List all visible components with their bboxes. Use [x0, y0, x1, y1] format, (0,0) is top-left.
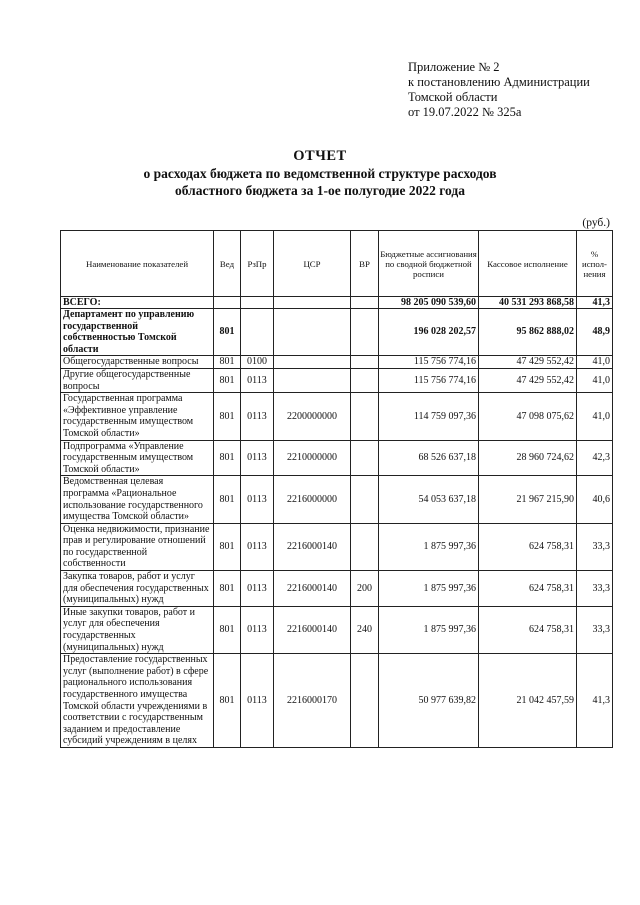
row-exec: 21 967 215,90 [479, 476, 577, 523]
col-header-ved: Вед [214, 231, 241, 297]
col-header-rzpr: РзПр [241, 231, 274, 297]
table-row [61, 440, 613, 476]
row-name: Другие общегосударственные вопросы [61, 368, 214, 392]
row-rzpr: 0113 [241, 476, 274, 523]
cell-empty [241, 297, 274, 309]
row-vr: 200 [351, 571, 379, 607]
row-rzpr: 0113 [241, 606, 274, 653]
row-plan: 114 759 097,36 [379, 393, 479, 440]
row-rzpr: 0113 [241, 523, 274, 570]
appendix-block [408, 60, 590, 120]
row-pct: 41,0 [577, 368, 613, 392]
row-vr [351, 523, 379, 570]
row-plan: 1 875 997,36 [379, 523, 479, 570]
cell-empty [351, 297, 379, 309]
row-rzpr: 0113 [241, 440, 274, 476]
row-ved: 801 [214, 440, 241, 476]
row-plan: 115 756 774,16 [379, 368, 479, 392]
col-header-name: Наименование показателей [61, 231, 214, 297]
row-pct: 33,3 [577, 571, 613, 607]
table-header-row [61, 231, 613, 297]
row-name: Закупка товаров, работ и услуг для обеспечения государственных (муниципальных) нужд [61, 571, 214, 607]
row-ved: 801 [214, 606, 241, 653]
row-csr: 2200000000 [274, 393, 351, 440]
row-plan: 68 526 637,18 [379, 440, 479, 476]
row-exec: 624 758,31 [479, 571, 577, 607]
title-line-3: областного бюджета за 1-ое полугодие 2022 года [174, 183, 466, 198]
row-name: Департамент по управлению государственной собственностью Томской области [61, 309, 214, 356]
row-pct: 33,3 [577, 606, 613, 653]
row-pct: 42,3 [577, 440, 613, 476]
col-header-pct: % испол-нения [577, 231, 613, 297]
cell-empty [274, 297, 351, 309]
title-line-2: о расходах бюджета по ведомственной структуре расходов [143, 166, 497, 181]
appendix-line-2: к постановлению Администрации [408, 75, 590, 89]
row-pct: 41,0 [577, 393, 613, 440]
row-vr [351, 654, 379, 748]
table-row [61, 368, 613, 392]
row-plan: 50 977 639,82 [379, 654, 479, 748]
table-row [61, 654, 613, 748]
total-label: ВСЕГО: [61, 297, 214, 309]
row-csr: 2210000000 [274, 440, 351, 476]
row-vr [351, 440, 379, 476]
total-exec: 40 531 293 868,58 [479, 297, 577, 309]
total-pct: 41,3 [577, 297, 613, 309]
appendix-line-1: Приложение № 2 [408, 60, 500, 74]
row-csr [274, 368, 351, 392]
row-csr: 2216000140 [274, 523, 351, 570]
col-header-vr: ВР [351, 231, 379, 297]
table-row [61, 571, 613, 607]
row-name: Предоставление государственных услуг (выполнение работ) в сфере рационального использования государственного имущества Томской области учреждениями в соответствии с государственным заданием и предоставление субсидий учреждениям в целях [61, 654, 214, 748]
row-ved: 801 [214, 368, 241, 392]
row-exec: 47 429 552,42 [479, 368, 577, 392]
row-ved: 801 [214, 356, 241, 369]
col-header-csr: ЦСР [274, 231, 351, 297]
table-row [61, 606, 613, 653]
row-name: Государственная программа «Эффективное управление государственным имуществом Томской области» [61, 393, 214, 440]
row-ved: 801 [214, 476, 241, 523]
row-rzpr [241, 309, 274, 356]
row-rzpr: 0113 [241, 368, 274, 392]
row-rzpr: 0113 [241, 393, 274, 440]
row-csr: 2216000140 [274, 606, 351, 653]
row-name: Оценка недвижимости, признание прав и регулирование отношений по государственной собственности [61, 523, 214, 570]
title-head: ОТЧЕТ [293, 148, 347, 164]
row-plan: 1 875 997,36 [379, 606, 479, 653]
row-exec: 28 960 724,62 [479, 440, 577, 476]
row-exec: 95 862 888,02 [479, 309, 577, 356]
row-plan: 196 028 202,57 [379, 309, 479, 356]
row-exec: 21 042 457,59 [479, 654, 577, 748]
table-row [61, 393, 613, 440]
row-ved: 801 [214, 523, 241, 570]
row-plan: 1 875 997,36 [379, 571, 479, 607]
row-csr: 2216000000 [274, 476, 351, 523]
row-exec: 624 758,31 [479, 523, 577, 570]
row-pct: 48,9 [577, 309, 613, 356]
row-exec: 47 098 075,62 [479, 393, 577, 440]
row-rzpr: 0100 [241, 356, 274, 369]
row-vr [351, 309, 379, 356]
row-csr: 2216000140 [274, 571, 351, 607]
table-row [61, 356, 613, 369]
row-pct: 41,0 [577, 356, 613, 369]
row-ved: 801 [214, 393, 241, 440]
row-pct: 33,3 [577, 523, 613, 570]
row-vr [351, 476, 379, 523]
table-row-total [61, 297, 613, 309]
row-plan: 54 053 637,18 [379, 476, 479, 523]
row-pct: 40,6 [577, 476, 613, 523]
row-exec: 47 429 552,42 [479, 356, 577, 369]
row-rzpr: 0113 [241, 571, 274, 607]
row-ved: 801 [214, 309, 241, 356]
row-name: Ведомственная целевая программа «Рациональное использование государственного имущества Томской области» [61, 476, 214, 523]
table-row [61, 476, 613, 523]
row-ved: 801 [214, 571, 241, 607]
row-pct: 41,3 [577, 654, 613, 748]
row-vr: 240 [351, 606, 379, 653]
row-rzpr: 0113 [241, 654, 274, 748]
currency-unit: (руб.) [582, 217, 610, 229]
row-vr [351, 368, 379, 392]
row-exec: 624 758,31 [479, 606, 577, 653]
col-header-exec: Кассовое исполнение [479, 231, 577, 297]
row-name: Подпрограмма «Управление государственным имуществом Томской области» [61, 440, 214, 476]
row-name: Иные закупки товаров, работ и услуг для обеспечения государственных (муниципальных) нужд [61, 606, 214, 653]
col-header-plan: Бюджетные ассигнования по сводной бюджетной росписи [379, 231, 479, 297]
table-row [61, 523, 613, 570]
appendix-line-3: Томской области [408, 90, 498, 104]
row-csr [274, 356, 351, 369]
table-row [61, 309, 613, 356]
row-vr [351, 393, 379, 440]
row-vr [351, 356, 379, 369]
appendix-line-4: от 19.07.2022 № 325а [408, 105, 522, 119]
row-plan: 115 756 774,16 [379, 356, 479, 369]
total-plan: 98 205 090 539,60 [379, 297, 479, 309]
document-title [60, 148, 580, 199]
cell-empty [214, 297, 241, 309]
row-csr [274, 309, 351, 356]
row-name: Общегосударственные вопросы [61, 356, 214, 369]
row-ved: 801 [214, 654, 241, 748]
expense-report-table [60, 230, 613, 748]
row-csr: 2216000170 [274, 654, 351, 748]
